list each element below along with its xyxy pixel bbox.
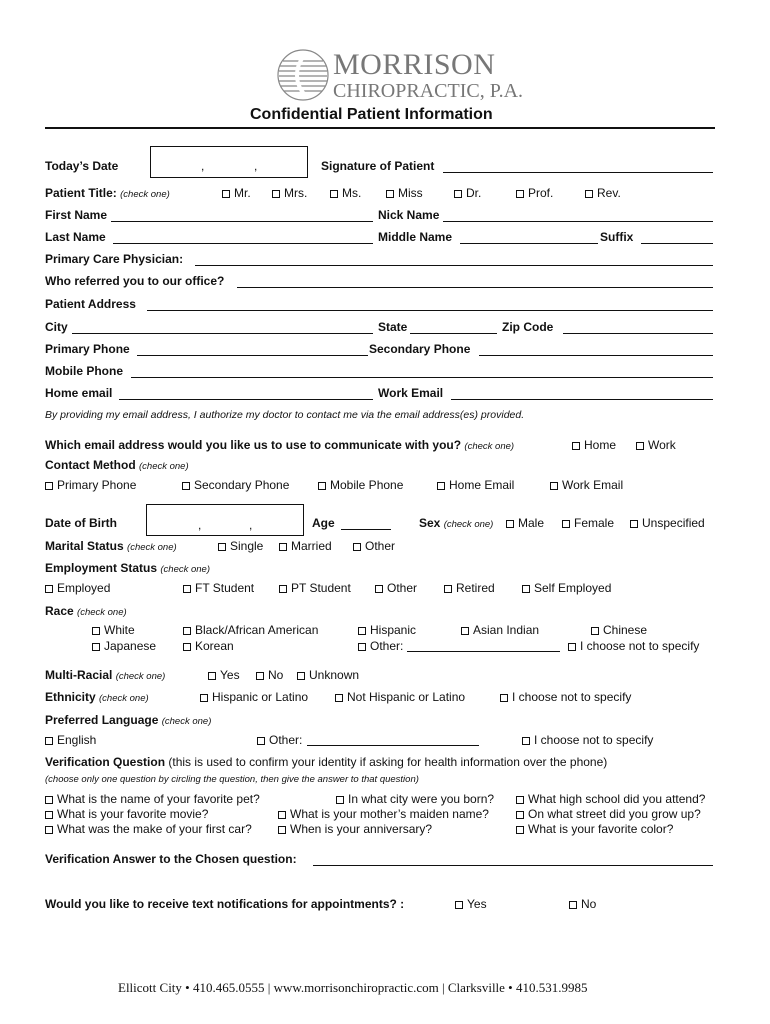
brand-subtitle: CHIROPRACTIC, P.A. bbox=[333, 80, 524, 102]
multi-racial-label: Multi-Racial (check one) bbox=[45, 668, 166, 682]
dob-sep-1: , bbox=[198, 518, 202, 532]
verification-q-city[interactable]: In what city were you born? bbox=[336, 792, 494, 806]
verification-q-street[interactable]: On what street did you grow up? bbox=[516, 807, 701, 821]
form-title: Confidential Patient Information bbox=[250, 106, 493, 123]
multi-racial-unknown[interactable]: Unknown bbox=[297, 668, 359, 682]
checkbox-icon bbox=[562, 520, 570, 528]
checkbox-icon bbox=[386, 190, 394, 198]
text-notify-yes[interactable]: Yes bbox=[455, 897, 487, 911]
checkbox-icon bbox=[257, 737, 265, 745]
checkbox-icon bbox=[358, 627, 366, 635]
checkbox-icon bbox=[279, 585, 287, 593]
sex-unspecified[interactable]: Unspecified bbox=[630, 516, 705, 530]
checkbox-icon bbox=[336, 796, 344, 804]
language-label: Preferred Language (check one) bbox=[45, 713, 212, 727]
title-option-rev[interactable]: Rev. bbox=[585, 186, 621, 200]
ethnicity-not-specify[interactable]: I choose not to specify bbox=[500, 690, 631, 704]
email-pref-work[interactable]: Work bbox=[636, 438, 676, 452]
employment-label: Employment Status (check one) bbox=[45, 561, 211, 575]
referred-label: Who referred you to our office? bbox=[45, 274, 225, 288]
suffix-field[interactable] bbox=[641, 243, 713, 244]
employment-other[interactable]: Other bbox=[375, 581, 417, 595]
checkbox-icon bbox=[92, 643, 100, 651]
employment-pt-student[interactable]: PT Student bbox=[279, 581, 351, 595]
race-white[interactable]: White bbox=[92, 623, 135, 637]
ethnicity-label: Ethnicity (check one) bbox=[45, 690, 149, 704]
checkbox-icon bbox=[45, 482, 53, 490]
checkbox-icon bbox=[256, 672, 264, 680]
mobile-phone-field[interactable] bbox=[131, 377, 713, 378]
home-email-field[interactable] bbox=[119, 399, 373, 400]
checkbox-icon bbox=[437, 482, 445, 490]
contact-secondary-phone[interactable]: Secondary Phone bbox=[182, 478, 289, 492]
marital-married[interactable]: Married bbox=[279, 539, 332, 553]
primary-care-field[interactable] bbox=[195, 265, 713, 266]
state-field[interactable] bbox=[410, 333, 497, 334]
title-option-miss[interactable]: Miss bbox=[386, 186, 423, 200]
city-field[interactable] bbox=[72, 333, 373, 334]
checkbox-icon bbox=[516, 826, 524, 834]
checkbox-icon bbox=[330, 190, 338, 198]
dob-sep-2: , bbox=[249, 518, 253, 532]
footer-contact: Ellicott City • 410.465.0555 | www.morrisonchiropractic.com | Clarksville • 410.531.9985 bbox=[118, 980, 588, 995]
race-black[interactable]: Black/African American bbox=[183, 623, 318, 637]
race-other[interactable]: Other: bbox=[358, 639, 403, 653]
logo bbox=[276, 46, 524, 106]
verification-q-anniversary[interactable]: When is your anniversary? bbox=[278, 822, 432, 836]
checkbox-icon bbox=[572, 442, 580, 450]
checkbox-icon bbox=[455, 901, 463, 909]
checkbox-icon bbox=[92, 627, 100, 635]
secondary-phone-field[interactable] bbox=[479, 355, 713, 356]
checkbox-icon bbox=[444, 585, 452, 593]
last-name-label: Last Name bbox=[45, 230, 106, 244]
checkbox-icon bbox=[516, 796, 524, 804]
sex-male[interactable]: Male bbox=[506, 516, 544, 530]
state-label: State bbox=[378, 320, 408, 334]
nick-name-label: Nick Name bbox=[378, 208, 440, 222]
ethnicity-not-hispanic[interactable]: Not Hispanic or Latino bbox=[335, 690, 465, 704]
race-asian-indian[interactable]: Asian Indian bbox=[461, 623, 539, 637]
checkbox-icon bbox=[278, 826, 286, 834]
brand-name: MORRISON bbox=[333, 48, 496, 81]
checkbox-icon bbox=[318, 482, 326, 490]
primary-care-label: Primary Care Physician: bbox=[45, 252, 184, 266]
race-other-field[interactable] bbox=[407, 651, 560, 652]
mobile-phone-label: Mobile Phone bbox=[45, 364, 123, 378]
contact-mobile-phone[interactable]: Mobile Phone bbox=[318, 478, 403, 492]
email-pref-question: Which email address would you like us to use to communicate with you? (check one) bbox=[45, 438, 515, 452]
race-hispanic[interactable]: Hispanic bbox=[358, 623, 416, 637]
multi-racial-no[interactable]: No bbox=[256, 668, 283, 682]
contact-work-email[interactable]: Work Email bbox=[550, 478, 623, 492]
checkbox-icon bbox=[278, 811, 286, 819]
suffix-label: Suffix bbox=[600, 230, 634, 244]
employment-retired[interactable]: Retired bbox=[444, 581, 495, 595]
checkbox-icon bbox=[182, 482, 190, 490]
verification-label: Verification Question (this is used to confirm your identity if asking for health information over the phone) bbox=[45, 755, 608, 769]
verification-q-school[interactable]: What high school did you attend? bbox=[516, 792, 705, 806]
referred-field[interactable] bbox=[237, 287, 713, 288]
checkbox-icon bbox=[630, 520, 638, 528]
middle-name-field[interactable] bbox=[460, 243, 598, 244]
title-option-mrs[interactable]: Mrs. bbox=[272, 186, 307, 200]
verification-answer-label: Verification Answer to the Chosen question: bbox=[45, 852, 297, 866]
work-email-field[interactable] bbox=[451, 399, 713, 400]
marital-label: Marital Status (check one) bbox=[45, 539, 177, 553]
verification-q-car[interactable]: What was the make of your first car? bbox=[45, 822, 252, 836]
verification-answer-field[interactable] bbox=[313, 865, 713, 866]
signature-label: Signature of Patient bbox=[321, 159, 435, 173]
checkbox-icon bbox=[516, 811, 524, 819]
race-korean[interactable]: Korean bbox=[183, 639, 234, 653]
first-name-label: First Name bbox=[45, 208, 108, 222]
primary-phone-field[interactable] bbox=[137, 355, 368, 356]
language-english[interactable]: English bbox=[45, 733, 96, 747]
checkbox-icon bbox=[183, 627, 191, 635]
verification-q-maiden[interactable]: What is your mother’s maiden name? bbox=[278, 807, 489, 821]
marital-other[interactable]: Other bbox=[353, 539, 395, 553]
text-notify-question: Would you like to receive text notifications for appointments? : bbox=[45, 897, 405, 911]
checkbox-icon bbox=[636, 442, 644, 450]
employment-ft-student[interactable]: FT Student bbox=[183, 581, 254, 595]
home-email-label: Home email bbox=[45, 386, 113, 400]
checkbox-icon bbox=[208, 672, 216, 680]
checkbox-icon bbox=[45, 811, 53, 819]
first-name-field[interactable] bbox=[111, 221, 373, 222]
checkbox-icon bbox=[568, 643, 576, 651]
ethnicity-hispanic[interactable]: Hispanic or Latino bbox=[200, 690, 308, 704]
patient-title-label: Patient Title: (check one) bbox=[45, 186, 170, 200]
work-email-label: Work Email bbox=[378, 386, 444, 400]
today-date-field[interactable] bbox=[150, 146, 308, 178]
checkbox-icon bbox=[358, 643, 366, 651]
secondary-phone-label: Secondary Phone bbox=[369, 342, 471, 356]
today-date-label: Today’s Date bbox=[45, 159, 119, 173]
language-other[interactable]: Other: bbox=[257, 733, 302, 747]
checkbox-icon bbox=[279, 543, 287, 551]
zip-label: Zip Code bbox=[502, 320, 554, 334]
email-consent-text: By providing my email address, I authorize my doctor to contact me via the email address(es) provided. bbox=[45, 409, 525, 421]
text-notify-no[interactable]: No bbox=[569, 897, 596, 911]
checkbox-icon bbox=[585, 190, 593, 198]
contact-method-label: Contact Method (check one) bbox=[45, 458, 189, 472]
checkbox-icon bbox=[591, 627, 599, 635]
contact-primary-phone[interactable]: Primary Phone bbox=[45, 478, 136, 492]
address-field[interactable] bbox=[147, 310, 713, 311]
signature-field[interactable] bbox=[443, 172, 713, 173]
checkbox-icon bbox=[45, 737, 53, 745]
checkbox-icon bbox=[506, 520, 514, 528]
title-rule bbox=[45, 127, 715, 129]
race-not-specify[interactable]: I choose not to specify bbox=[568, 639, 699, 653]
race-japanese[interactable]: Japanese bbox=[92, 639, 156, 653]
marital-single[interactable]: Single bbox=[218, 539, 263, 553]
multi-racial-yes[interactable]: Yes bbox=[208, 668, 240, 682]
contact-home-email[interactable]: Home Email bbox=[437, 478, 514, 492]
checkbox-icon bbox=[297, 672, 305, 680]
checkbox-icon bbox=[550, 482, 558, 490]
checkbox-icon bbox=[516, 190, 524, 198]
dob-field[interactable] bbox=[146, 504, 304, 536]
checkbox-icon bbox=[45, 585, 53, 593]
race-label: Race (check one) bbox=[45, 604, 127, 618]
checkbox-icon bbox=[218, 543, 226, 551]
checkbox-icon bbox=[353, 543, 361, 551]
verification-q-pet[interactable]: What is the name of your favorite pet? bbox=[45, 792, 260, 806]
email-pref-home[interactable]: Home bbox=[572, 438, 616, 452]
checkbox-icon bbox=[183, 643, 191, 651]
checkbox-icon bbox=[375, 585, 383, 593]
zip-field[interactable] bbox=[563, 333, 713, 334]
language-not-specify[interactable]: I choose not to specify bbox=[522, 733, 653, 747]
age-field[interactable] bbox=[341, 529, 391, 530]
verification-q-color[interactable]: What is your favorite color? bbox=[516, 822, 673, 836]
race-chinese[interactable]: Chinese bbox=[591, 623, 647, 637]
checkbox-icon bbox=[45, 826, 53, 834]
checkbox-icon bbox=[569, 901, 577, 909]
sex-label: Sex (check one) bbox=[419, 516, 494, 530]
checkbox-icon bbox=[461, 627, 469, 635]
last-name-field[interactable] bbox=[113, 243, 373, 244]
sex-female[interactable]: Female bbox=[562, 516, 614, 530]
employment-self-employed[interactable]: Self Employed bbox=[522, 581, 611, 595]
title-option-prof[interactable]: Prof. bbox=[516, 186, 553, 200]
checkbox-icon bbox=[522, 737, 530, 745]
title-option-dr[interactable]: Dr. bbox=[454, 186, 481, 200]
checkbox-icon bbox=[335, 694, 343, 702]
nick-name-field[interactable] bbox=[443, 221, 713, 222]
checkbox-icon bbox=[454, 190, 462, 198]
logo-emblem-icon bbox=[276, 48, 330, 102]
middle-name-label: Middle Name bbox=[378, 230, 453, 244]
checkbox-icon bbox=[200, 694, 208, 702]
today-date-sep-1: , bbox=[201, 159, 205, 173]
checkbox-icon bbox=[45, 796, 53, 804]
city-label: City bbox=[45, 320, 68, 334]
checkbox-icon bbox=[500, 694, 508, 702]
title-option-ms[interactable]: Ms. bbox=[330, 186, 361, 200]
address-label: Patient Address bbox=[45, 297, 136, 311]
checkbox-icon bbox=[222, 190, 230, 198]
language-other-field[interactable] bbox=[307, 745, 479, 746]
verification-instruction: (choose only one question by circling the question, then give the answer to that question) bbox=[45, 774, 419, 785]
checkbox-icon bbox=[272, 190, 280, 198]
today-date-sep-2: , bbox=[254, 159, 258, 173]
verification-q-movie[interactable]: What is your favorite movie? bbox=[45, 807, 208, 821]
checkbox-icon bbox=[522, 585, 530, 593]
dob-label: Date of Birth bbox=[45, 516, 117, 530]
checkbox-icon bbox=[183, 585, 191, 593]
primary-phone-label: Primary Phone bbox=[45, 342, 130, 356]
age-label: Age bbox=[312, 516, 335, 530]
title-option-mr[interactable]: Mr. bbox=[222, 186, 251, 200]
employment-employed[interactable]: Employed bbox=[45, 581, 110, 595]
